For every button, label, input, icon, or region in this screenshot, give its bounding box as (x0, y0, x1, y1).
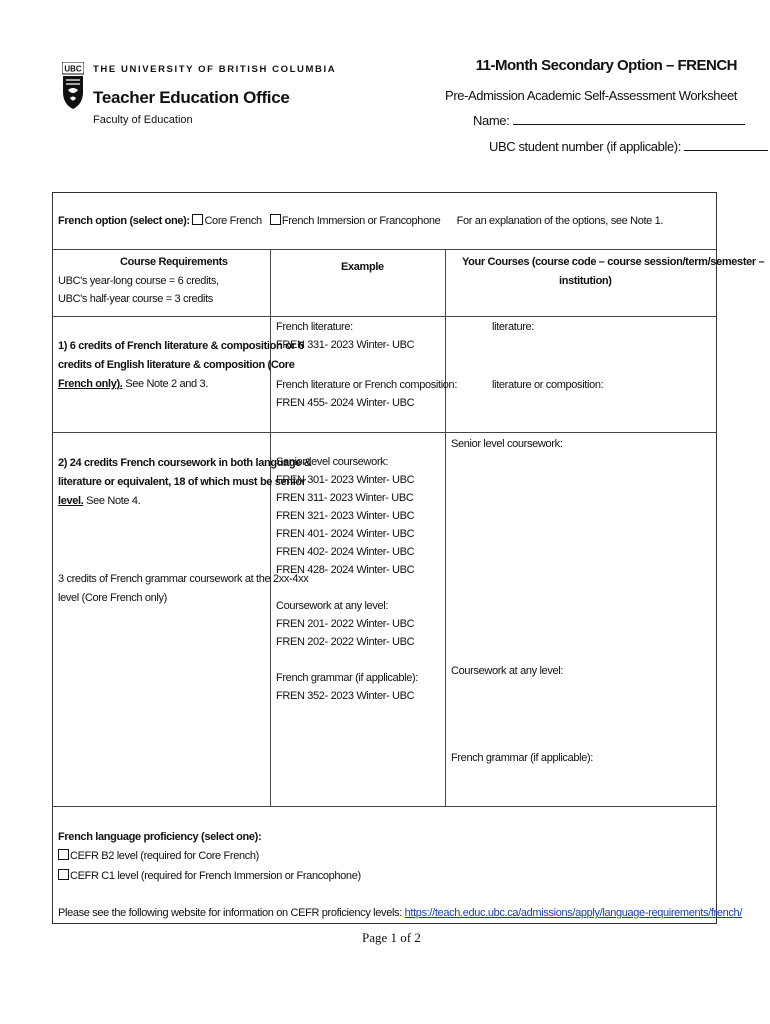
req2-ex-grammar-value: FREN 352- 2023 Winter- UBC (276, 690, 415, 702)
core-french-checkbox[interactable] (192, 214, 203, 225)
req2-line3-bold: level. (58, 495, 84, 507)
proficiency-info (58, 904, 742, 922)
svg-text:UBC: UBC (64, 64, 82, 74)
faculty-name: Faculty of Education (93, 114, 193, 126)
proficiency-info-text: Please see the following website for information on CEFR proficiency levels: (58, 907, 405, 919)
worksheet-title: 11-Month Secondary Option – FRENCH (475, 57, 737, 74)
req2-extra-line2: level (Core French only) (58, 592, 167, 604)
student-number-field[interactable] (489, 139, 768, 154)
ubc-crest-logo (62, 62, 84, 110)
req2-line3-rest: See Note 4. (83, 495, 141, 507)
university-name: THE UNIVERSITY OF BRITISH COLUMBIA (93, 64, 337, 75)
req1-ex-a-value: FREN 331- 2023 Winter- UBC (276, 339, 415, 351)
req2-ex-senior-item: FREN 301- 2023 Winter- UBC (276, 474, 415, 486)
page-number: Page 1 of 2 (362, 930, 421, 945)
req1-line3-bold: French only). (58, 378, 123, 390)
req2-line3 (58, 492, 140, 510)
col-your-courses-title: Your Courses (course code – course session/term/semester – (462, 256, 765, 268)
proficiency-option-b2 (58, 847, 259, 865)
worksheet-subtitle: Pre-Admission Academic Self-Assessment Worksheet (445, 88, 737, 103)
req2-ex-senior-item: FREN 311- 2023 Winter- UBC (276, 492, 414, 504)
student-number-line[interactable] (684, 150, 768, 151)
option-note: For an explanation of the options, see Note 1. (456, 215, 664, 227)
col-requirements-note2: UBC's half-year course = 3 credits (58, 293, 213, 305)
col-example-title: Example (341, 261, 384, 273)
req2-ex-any-item: FREN 201- 2022 Winter- UBC (276, 618, 415, 630)
french-option-label: French option (select one): (58, 215, 190, 227)
req2-ex-senior-label: Senior-level coursework: (276, 456, 389, 468)
name-field[interactable] (473, 113, 745, 128)
name-line[interactable] (513, 124, 745, 125)
req1-your-a[interactable]: literature: (492, 321, 535, 333)
divider (52, 316, 717, 317)
req2-ex-any-label: Coursework at any level: (276, 600, 389, 612)
req2-line1: 2) 24 credits French coursework in both language & (58, 457, 312, 469)
req2-ex-any-item: FREN 202- 2022 Winter- UBC (276, 636, 415, 648)
req2-your-grammar[interactable]: French grammar (if applicable): (451, 752, 593, 764)
divider (270, 249, 271, 806)
req2-ex-senior-item: FREN 321- 2023 Winter- UBC (276, 510, 415, 522)
req2-extra-line1: 3 credits of French grammar coursework at the 2xx-4xx (58, 573, 309, 585)
req1-your-b[interactable]: literature or composition: (492, 379, 604, 391)
french-option-row (58, 212, 663, 230)
req1-ex-b-value: FREN 455- 2024 Winter- UBC (276, 397, 415, 409)
immersion-checkbox[interactable] (270, 214, 281, 225)
req2-ex-senior-item: FREN 402- 2024 Winter- UBC (276, 546, 415, 558)
core-french-label: Core French (204, 215, 262, 227)
req2-your-senior[interactable]: Senior level coursework: (451, 438, 563, 450)
req2-ex-senior-item: FREN 401- 2024 Winter- UBC (276, 528, 415, 540)
cefr-c1-checkbox[interactable] (58, 869, 69, 880)
proficiency-label: French language proficiency (select one): (58, 831, 262, 843)
office-name: Teacher Education Office (93, 88, 290, 107)
cefr-b2-label: CEFR B2 level (required for Core French) (70, 850, 259, 862)
divider (52, 249, 717, 250)
immersion-label: French Immersion or Francophone (281, 215, 441, 227)
req1-ex-b-label: French literature or French composition: (276, 379, 458, 391)
col-your-courses-title-2: institution) (559, 275, 612, 287)
divider (52, 806, 717, 807)
cefr-b2-checkbox[interactable] (58, 849, 69, 860)
col-requirements-note1: UBC's year-long course = 6 credits, (58, 275, 219, 287)
proficiency-option-c1 (58, 867, 361, 885)
req1-ex-a-label: French literature: (276, 321, 353, 333)
name-label: Name: (473, 113, 510, 128)
req2-your-any[interactable]: Coursework at any level: (451, 665, 564, 677)
req2-line2: literature or equivalent, 18 of which must be senior (58, 476, 306, 488)
req2-ex-grammar-label: French grammar (if applicable): (276, 672, 418, 684)
req1-line3-rest: See Note 2 and 3. (122, 378, 208, 390)
req1-line1: 1) 6 credits of French literature & composition or 6 (58, 340, 304, 352)
req1-line3 (58, 375, 208, 393)
cefr-c1-label: CEFR C1 level (required for French Immersion or Francophone) (70, 870, 361, 882)
req1-line2: credits of English literature & composition (Core (58, 359, 295, 371)
cefr-link[interactable]: https://teach.educ.ubc.ca/admissions/apply/language-requirements/french/ (404, 907, 743, 919)
req2-ex-senior-item: FREN 428- 2024 Winter- UBC (276, 564, 415, 576)
student-number-label: UBC student number (if applicable): (489, 139, 681, 154)
divider (52, 432, 717, 433)
col-requirements-title: Course Requirements (120, 256, 228, 268)
divider (445, 249, 446, 806)
